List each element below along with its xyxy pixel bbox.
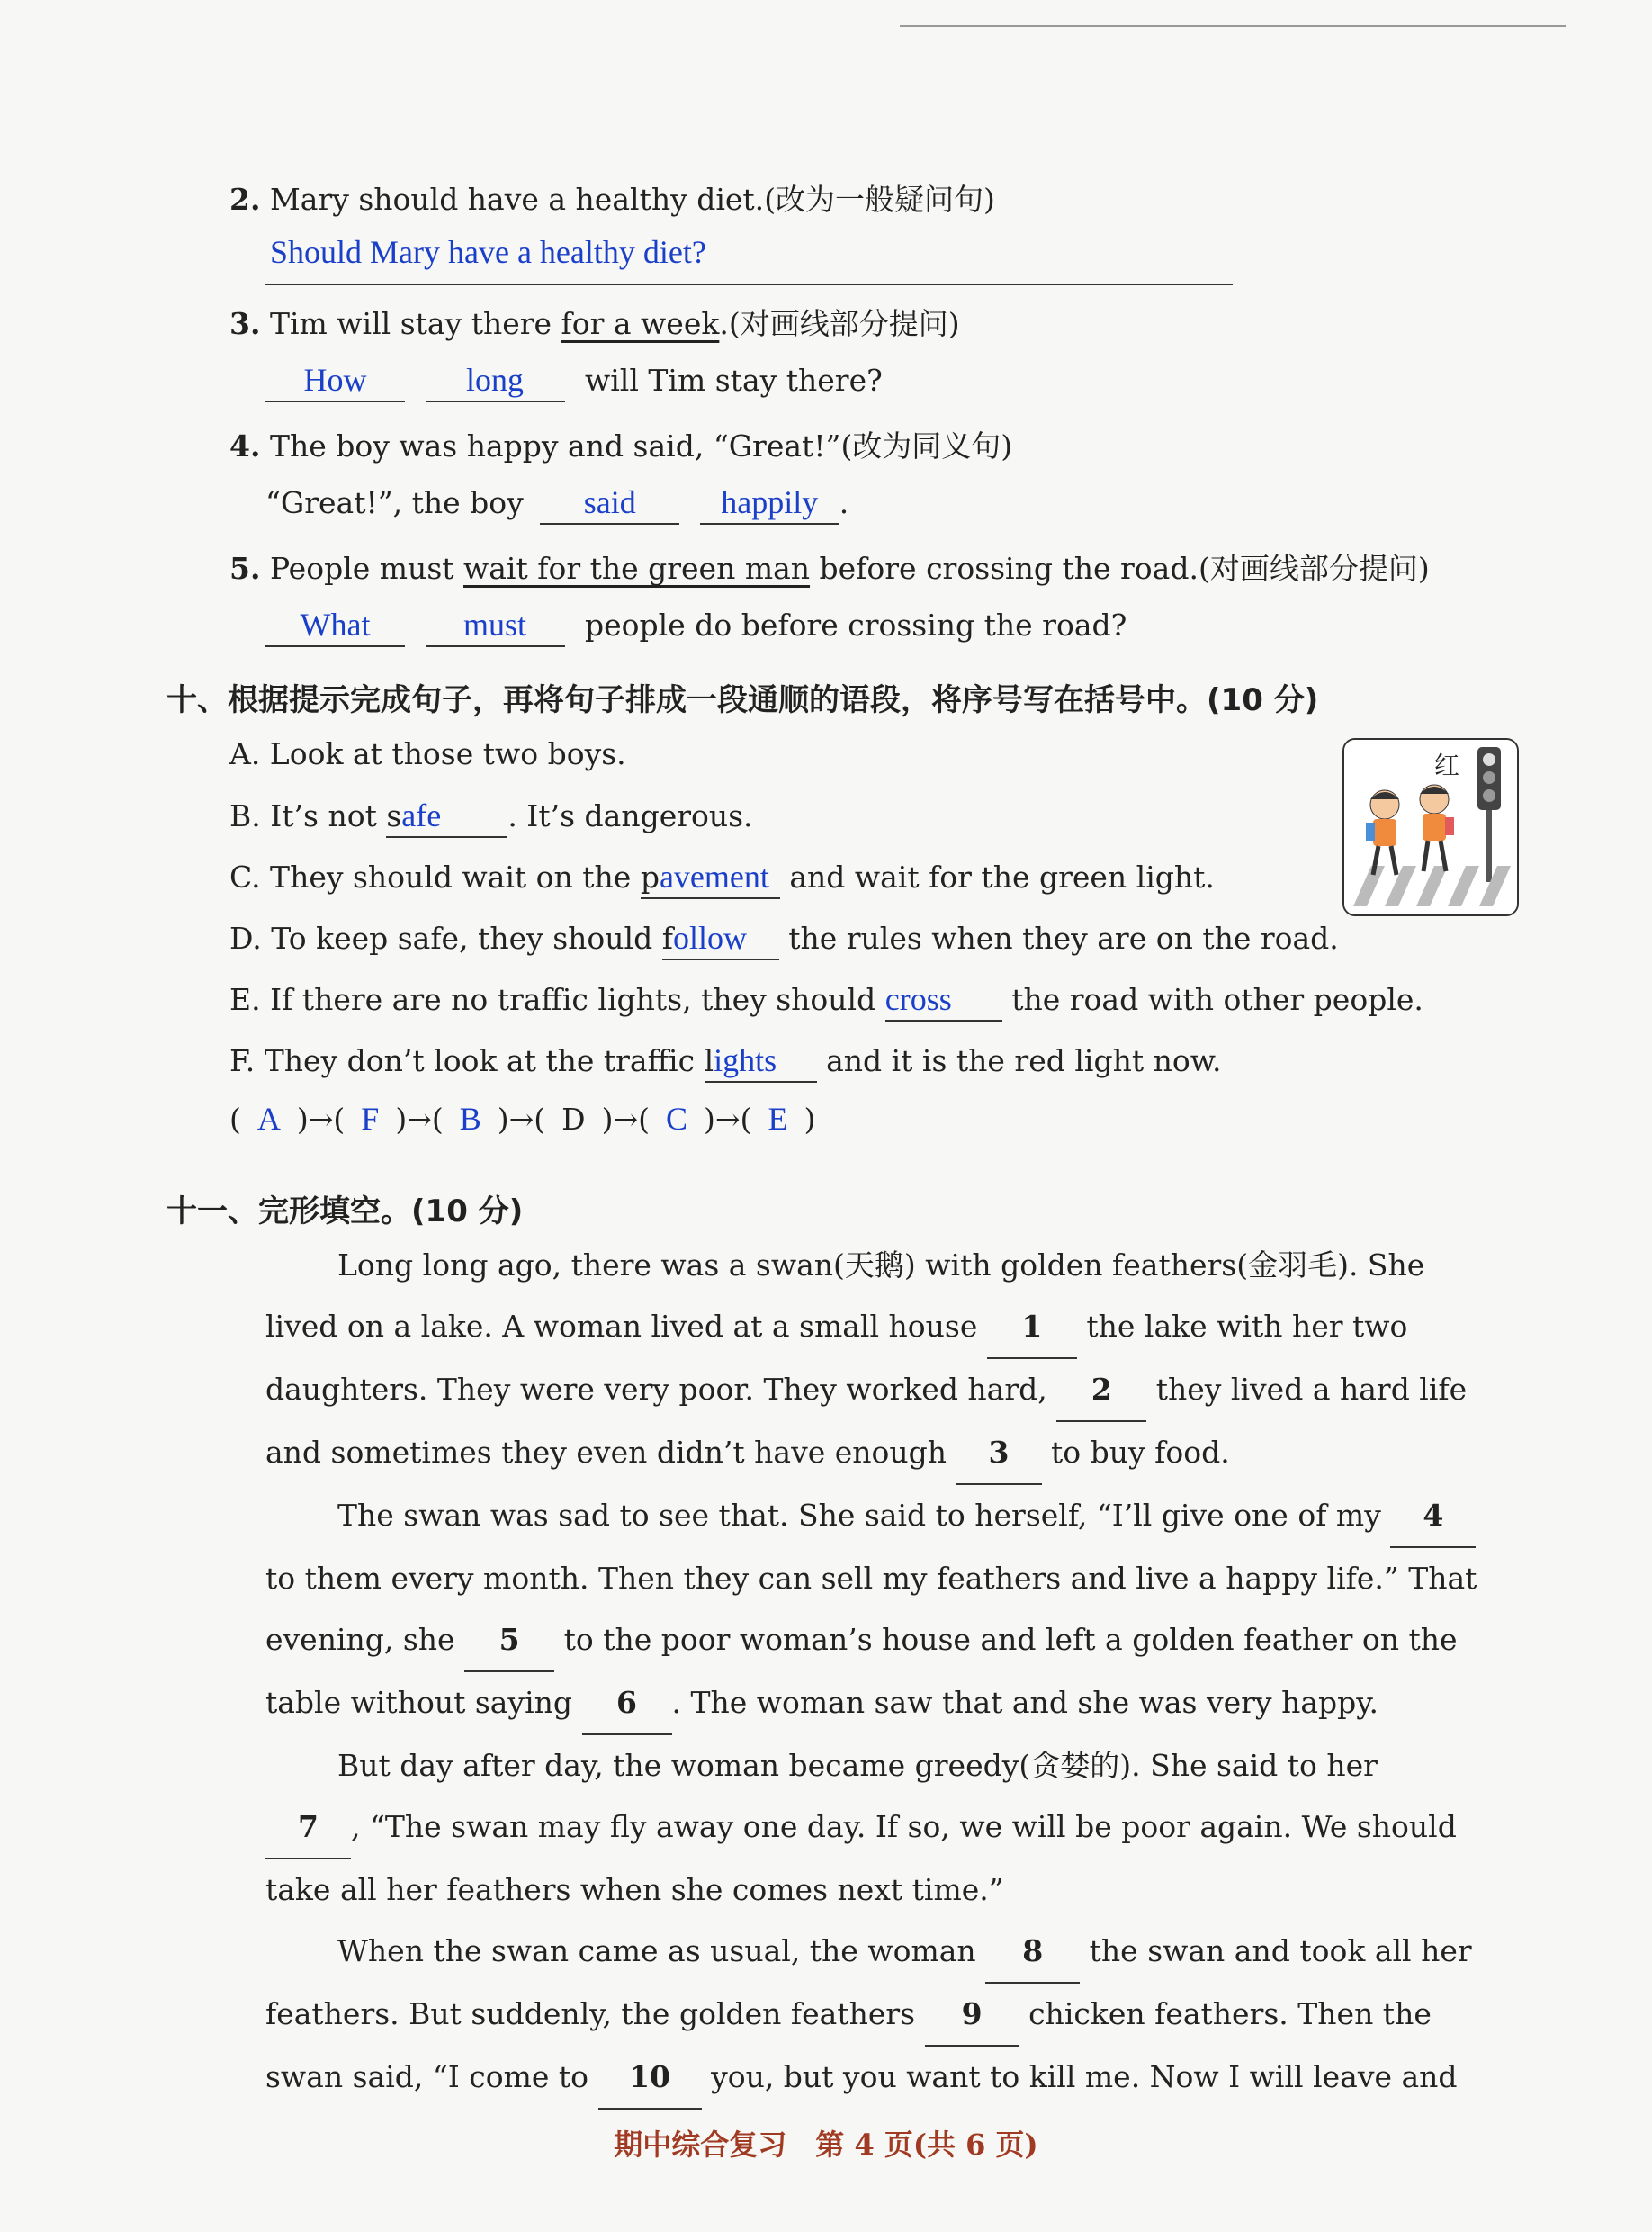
item-a: A. Look at those two boys. (229, 736, 626, 771)
item-b: B. It’s not safe . It’s dangerous. (229, 796, 753, 838)
paragraph-4: When the swan came as usual, the woman 8 the swan and took all her (265, 1921, 1525, 1984)
section-10-heading: 十、根据提示完成句子，再将句子排成一段通顺的语段，将序号写在括号中。(10 分) (166, 682, 1319, 718)
item-c: C. They should wait on the pavement and wait for the green light. (229, 857, 1215, 899)
paragraph-3: But day after day, the woman became greedy(贪婪的). She said to her (337, 1748, 1378, 1783)
question-5: 5. People must wait for the green man before crossing the road.(对画线部分提问) (229, 551, 1430, 586)
question-4: 4. The boy was happy and said, “Great!”(改为同义句) (229, 428, 1013, 464)
paragraph-1-line-2: lived on a lake. A woman lived at a small house 1 the lake with her two (265, 1296, 1525, 1359)
paragraph-2: The swan was sad to see that. She said to herself, “I’ll give one of my 4 (265, 1485, 1525, 1548)
item-e: E. If there are no traffic lights, they should cross the road with other people. (229, 979, 1423, 1022)
page-footer: 期中综合复习 第 4 页(共 6 页) (614, 2128, 1038, 2162)
answer-q5: What must people do before crossing the road? (265, 605, 1127, 647)
section-11-heading: 十一、完形填空。(10 分) (166, 1193, 524, 1229)
answer-q2: Should Mary have a healthy diet? (270, 234, 706, 270)
answer-q4: “Great!”, the boy said happily . (265, 482, 848, 525)
paragraph-1: Long long ago, there was a swan(天鹅) with golden feathers(金羽毛). She (337, 1247, 1425, 1282)
answer-line-q2 (265, 284, 1233, 285)
question-2: 2. Mary should have a healthy diet.(改为一般疑问句) (229, 182, 995, 217)
item-f: F. They don’t look at the traffic lights and it is the red light now. (229, 1040, 1222, 1083)
traffic-light-illustration (1342, 738, 1519, 916)
order-row: ( A )→( F )→( B )→( D )→( C )→( E ) (229, 1101, 816, 1137)
red-light-label: 红 (1434, 751, 1460, 780)
cloze-passage: Long long ago, there was a swan(天鹅) with golden feathers(金羽毛). She lived on a lake. A woman lived at a small house 1 the lake with her two daughters. They were very poor. They worked hard, 2 they lived a hard life and sometimes they even didn’t have enough 3 to buy food. The swan was sad to see that. She said to herself, “I’ll give one of my 4 to them every month. Then they can sell my feathers and live a happy life.” That evening, she 5 to the poor woman’s house and left a golden feather on the table without saying 6 . The woman saw that and she was very happy. But day after day, the woman became greedy(贪婪的). She said to her 7 , “The swan may fly away one day. If so, we will be poor again. We should take all her feathers when she comes next time.” When the swan came as usual, the woman 8 the swan and took all her feathers. But suddenly, the golden feathers 9 chicken feathers. Then the swan said, “I come to 10 you, but you want to kill me. Now I will leave and (265, 1235, 1525, 2110)
answer-q3: How long will Tim stay there? (265, 360, 883, 402)
question-3: 3. Tim will stay there for a week.(对画线部分提问) (229, 306, 960, 341)
item-d: D. To keep safe, they should follow the rules when they are on the road. (229, 918, 1339, 960)
top-rule (900, 25, 1566, 27)
